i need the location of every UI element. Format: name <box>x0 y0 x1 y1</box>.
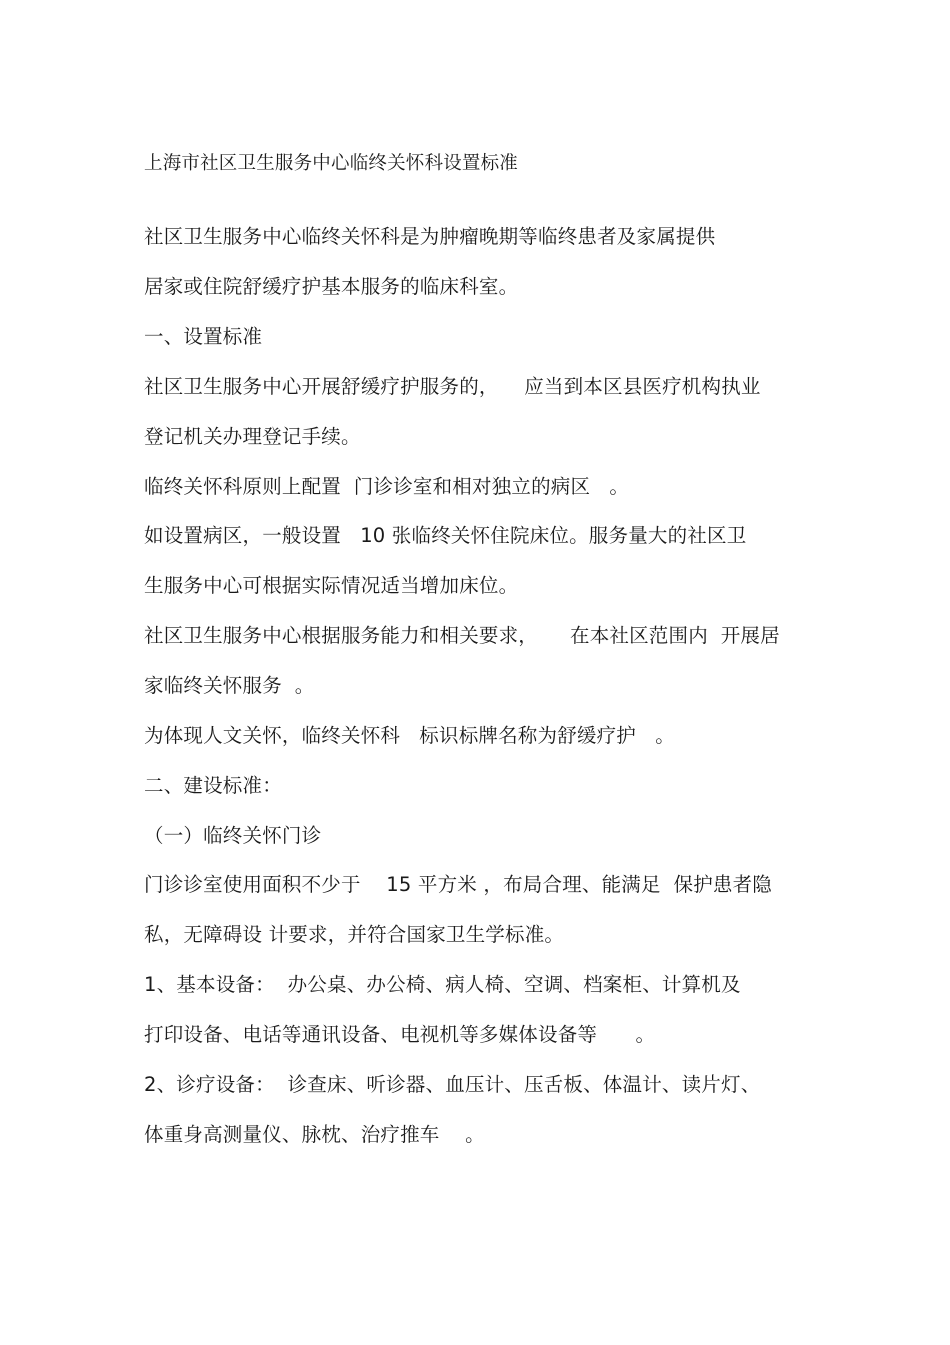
list-item-line: 1、基本设备： 办公桌、办公椅、病人椅、空调、档案柜、计算机及 <box>144 973 741 996</box>
list-item-line: 体重身高测量仪、脉枕、治疗推车 。 <box>144 1123 485 1146</box>
paragraph-line: 社区卫生服务中心临终关怀科是为肿瘤晚期等临终患者及家属提供 <box>144 225 716 248</box>
paragraph-line: 社区卫生服务中心根据服务能力和相关要求， 在本社区范围内 开展居 <box>144 624 780 647</box>
document-title: 上海市社区卫生服务中心临终关怀科设置标准 <box>144 153 519 174</box>
paragraph-line: 家临终关怀服务 。 <box>144 674 315 697</box>
subsection-heading: （一）临终关怀门诊 <box>144 824 322 847</box>
paragraph-line: 居家或住院舒缓疗护基本服务的临床科室。 <box>144 275 519 298</box>
paragraph-line: 社区卫生服务中心开展舒缓疗护服务的， 应当到本区县医疗机构执业 <box>144 375 761 398</box>
paragraph-line: 登记机关办理登记手续。 <box>144 425 361 448</box>
paragraph-line: 临终关怀科原则上配置 门诊诊室和相对独立的病区 。 <box>144 475 630 498</box>
list-item-line: 2、诊疗设备： 诊查床、听诊器、血压计、压舌板、体温计、读片灯、 <box>144 1073 761 1096</box>
paragraph-line: 门诊诊室使用面积不少于 15 平方米 ，布局合理、能满足 保护患者隐 <box>144 873 773 896</box>
paragraph-line: 私，无障碍设 计要求，并符合国家卫生学标准。 <box>144 923 565 946</box>
paragraph-line: 如设置病区，一般设置 10 张临终关怀住院床位。服务量大的社区卫 <box>144 524 747 547</box>
list-item-line: 打印设备、电话等通讯设备、电视机等多媒体设备等 。 <box>144 1023 656 1046</box>
paragraph-line: 生服务中心可根据实际情况适当增加床位。 <box>144 574 519 597</box>
section-heading: 一、设置标准 <box>144 325 263 348</box>
section-heading: 二、建设标准： <box>144 774 282 797</box>
paragraph-line: 为体现人文关怀，临终关怀科 标识标牌名称为舒缓疗护 。 <box>144 724 675 747</box>
